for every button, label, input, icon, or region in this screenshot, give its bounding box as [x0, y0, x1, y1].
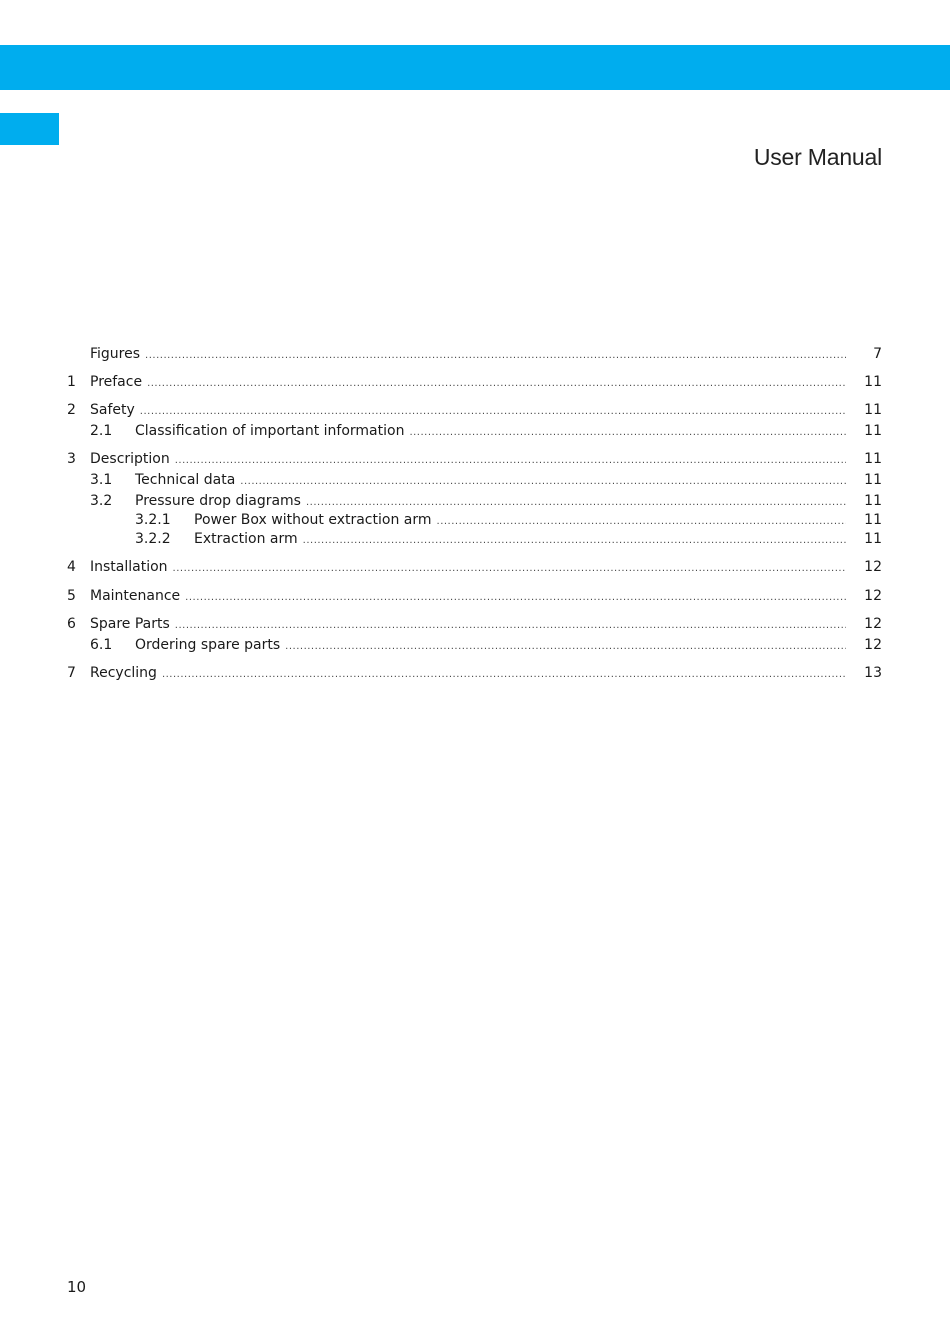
- toc-entry-number: 3.2: [90, 493, 113, 509]
- toc-entry-figures[interactable]: [0, 344, 950, 364]
- chapter-tab-marker: [0, 113, 59, 145]
- toc-entry-number: 3.2.2: [135, 531, 171, 547]
- toc-entry-safety[interactable]: [0, 400, 950, 420]
- toc-entry-number: 1: [67, 374, 76, 390]
- dot-leader: [303, 531, 846, 551]
- toc-entry-page: 12: [864, 559, 882, 575]
- toc-entry-number: 2: [67, 402, 76, 418]
- toc-entry-pressure-drop[interactable]: [0, 491, 950, 511]
- dot-leader: [145, 346, 846, 366]
- toc-entry-label: Extraction arm: [194, 531, 298, 547]
- dot-leader: [162, 665, 846, 685]
- toc-entry-page: 11: [864, 374, 882, 390]
- toc-entry-label: Technical data: [135, 472, 236, 488]
- dot-leader: [409, 423, 846, 443]
- toc-entry-classification[interactable]: [0, 421, 950, 441]
- toc-entry-number: 7: [67, 665, 76, 681]
- toc-entry-label: Description: [90, 451, 170, 467]
- toc-entry-page: 11: [864, 531, 882, 547]
- toc-entry-page: 12: [864, 588, 882, 604]
- toc-entry-spare-parts[interactable]: [0, 614, 950, 634]
- toc-entry-label: Spare Parts: [90, 616, 170, 632]
- toc-entry-label: Recycling: [90, 665, 157, 681]
- toc-entry-preface[interactable]: [0, 372, 950, 392]
- dot-leader: [175, 451, 846, 471]
- toc-entry-description[interactable]: [0, 449, 950, 469]
- toc-entry-label: Pressure drop diagrams: [135, 493, 301, 509]
- toc-entry-page: 11: [864, 402, 882, 418]
- toc-entry-page: 7: [873, 346, 882, 362]
- toc-entry-ordering-spare-parts[interactable]: [0, 635, 950, 655]
- dot-leader: [175, 616, 846, 636]
- dot-leader: [173, 559, 846, 579]
- toc-entry-page: 12: [864, 616, 882, 632]
- toc-entry-label: Maintenance: [90, 588, 181, 604]
- dot-leader: [147, 374, 846, 394]
- toc-entry-page: 11: [864, 423, 882, 439]
- toc-entry-number: 6: [67, 616, 76, 632]
- toc-entry-page: 13: [864, 665, 882, 681]
- dot-leader: [285, 637, 846, 657]
- header-color-band: [0, 45, 950, 90]
- toc-entry-number: 4: [67, 559, 76, 575]
- dot-leader: [240, 472, 846, 492]
- dot-leader: [140, 402, 846, 422]
- toc-entry-number: 3: [67, 451, 76, 467]
- dot-leader: [185, 588, 846, 608]
- toc-entry-label: Installation: [90, 559, 168, 575]
- toc-entry-maintenance[interactable]: [0, 586, 950, 606]
- toc-entry-number: 3.2.1: [135, 512, 171, 528]
- toc-entry-number: 5: [67, 588, 76, 604]
- toc-entry-label: Ordering spare parts: [135, 637, 281, 653]
- toc-entry-number: 3.1: [90, 472, 113, 488]
- toc-entry-label: Preface: [90, 374, 143, 390]
- toc-entry-number: 2.1: [90, 423, 113, 439]
- toc-entry-page: 11: [864, 451, 882, 467]
- toc-entry-power-box[interactable]: [0, 510, 950, 530]
- toc-entry-number: 6.1: [90, 637, 113, 653]
- toc-entry-label: Power Box without extraction arm: [194, 512, 432, 528]
- toc-entry-page: 11: [864, 512, 882, 528]
- toc-entry-label: Classification of important information: [135, 423, 405, 439]
- page-number: 10: [67, 1278, 87, 1296]
- toc-entry-label: Safety: [90, 402, 135, 418]
- toc-entry-extraction-arm[interactable]: [0, 529, 950, 549]
- toc-entry-installation[interactable]: [0, 557, 950, 577]
- toc-entry-label: Figures: [90, 346, 141, 362]
- document-title: User Manual: [753, 144, 882, 170]
- toc-entry-recycling[interactable]: [0, 663, 950, 683]
- toc-entry-page: 11: [864, 472, 882, 488]
- toc-entry-technical-data[interactable]: [0, 470, 950, 490]
- toc-entry-page: 12: [864, 637, 882, 653]
- toc-entry-page: 11: [864, 493, 882, 509]
